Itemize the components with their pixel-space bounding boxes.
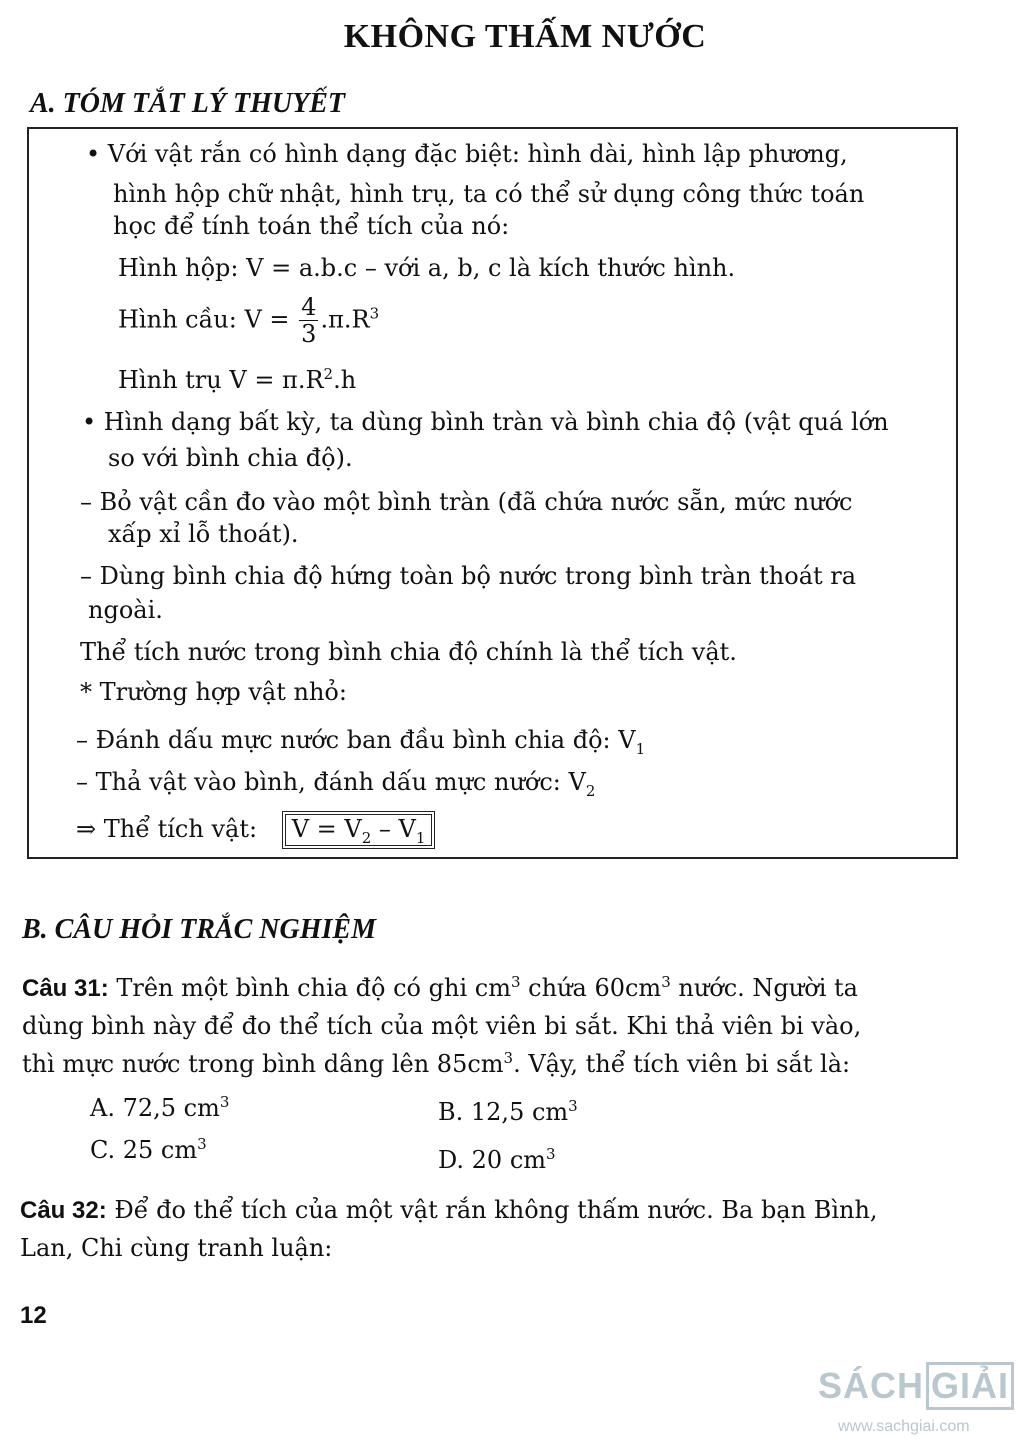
dash2-line1: – Dùng bình chia độ hứng toàn bộ nước trong bình tràn thoát ra bbox=[80, 562, 857, 590]
section-b-heading: B. CÂU HỎI TRẮC NGHIỆM bbox=[22, 914, 376, 945]
bullet1-line1: • Với vật rắn có hình dạng đặc biệt: hình dài, hình lập phương, bbox=[86, 140, 848, 168]
q31-option-d: D. 20 $cm^3$ bbox=[438, 1145, 556, 1174]
fraction: $\frac{4}{3}$ bbox=[301, 293, 317, 349]
q31-option-a: A. 72,5 $cm^3$ bbox=[90, 1093, 230, 1122]
q32-line2: Lan, Chi cùng tranh luận: bbox=[20, 1234, 333, 1262]
small-case-note: * Trường hợp vật nhỏ: bbox=[80, 678, 347, 706]
boxed-formula: $V = V_2 - V_1$ bbox=[285, 814, 433, 846]
q31-label: Câu 31: bbox=[22, 975, 109, 1002]
step1-text: – Đánh dấu mực nước ban đầu bình chia độ: $V_1$ bbox=[76, 726, 646, 758]
watermark-logo: SÁCH GIẢI bbox=[818, 1362, 1014, 1410]
conclusion-text: Thể tích nước trong bình chia độ chính là thể tích vật. bbox=[80, 638, 737, 666]
step2-text: – Thả vật vào bình, đánh dấu mực nước: $V_2$ bbox=[76, 768, 596, 800]
q31-line2: dùng bình này để đo thể tích của một viên bi sắt. Khi thả viên bi vào, bbox=[22, 1012, 862, 1040]
dash1-line2: xấp xỉ lỗ thoát). bbox=[108, 520, 299, 548]
q31-line1: Câu 31: Trên một bình chia độ có ghi $cm^3$ chứa $60cm^3$ nước. Người ta bbox=[22, 973, 858, 1002]
page-number: 12 bbox=[20, 1302, 47, 1329]
q32-line1: Câu 32: Để đo thể tích của một vật rắn không thấm nước. Ba bạn Bình, bbox=[20, 1196, 878, 1224]
formula-hinh-hop: Hình hộp: V = a.b.c – với a, b, c là kích thước hình. bbox=[118, 254, 736, 282]
result-formula: ⇒ Thể tích vật: $V = V_2 - V_1$ bbox=[76, 814, 432, 846]
bullet2-line1: • Hình dạng bất kỳ, ta dùng bình tràn và bình chia độ (vật quá lớn bbox=[82, 408, 889, 436]
bullet1-line2: hình hộp chữ nhật, hình trụ, ta có thể sử dụng công thức toán bbox=[113, 180, 865, 208]
q32-label: Câu 32: bbox=[20, 1197, 107, 1224]
formula-hinh-tru: Hình trụ $V = \pi.R^2.h$ bbox=[118, 365, 357, 394]
watermark-url: www.sachgiai.com bbox=[838, 1418, 970, 1435]
dash2-line2: ngoài. bbox=[88, 596, 163, 624]
q31-option-c: C. 25 $cm^3$ bbox=[90, 1135, 207, 1164]
page-title: KHÔNG THẤM NƯỚC bbox=[343, 18, 707, 55]
q31-option-b: B. 12,5 $cm^3$ bbox=[438, 1097, 578, 1126]
formula-hinh-cau: Hình cầu: V = $\frac{4}{3}$ $.\pi.R^3$ bbox=[118, 293, 380, 349]
bullet2-line2: so với bình chia độ). bbox=[108, 444, 353, 472]
bullet1-line3: học để tính toán thể tích của nó: bbox=[113, 212, 510, 240]
q31-line3: thì mực nước trong bình dâng lên $85cm^3$. Vậy, thể tích viên bi sắt là: bbox=[22, 1049, 851, 1078]
dash1-line1: – Bỏ vật cần đo vào một bình tràn (đã chứa nước sẵn, mức nước bbox=[80, 488, 853, 516]
section-a-heading: A. TÓM TẮT LÝ THUYẾT bbox=[30, 88, 345, 119]
